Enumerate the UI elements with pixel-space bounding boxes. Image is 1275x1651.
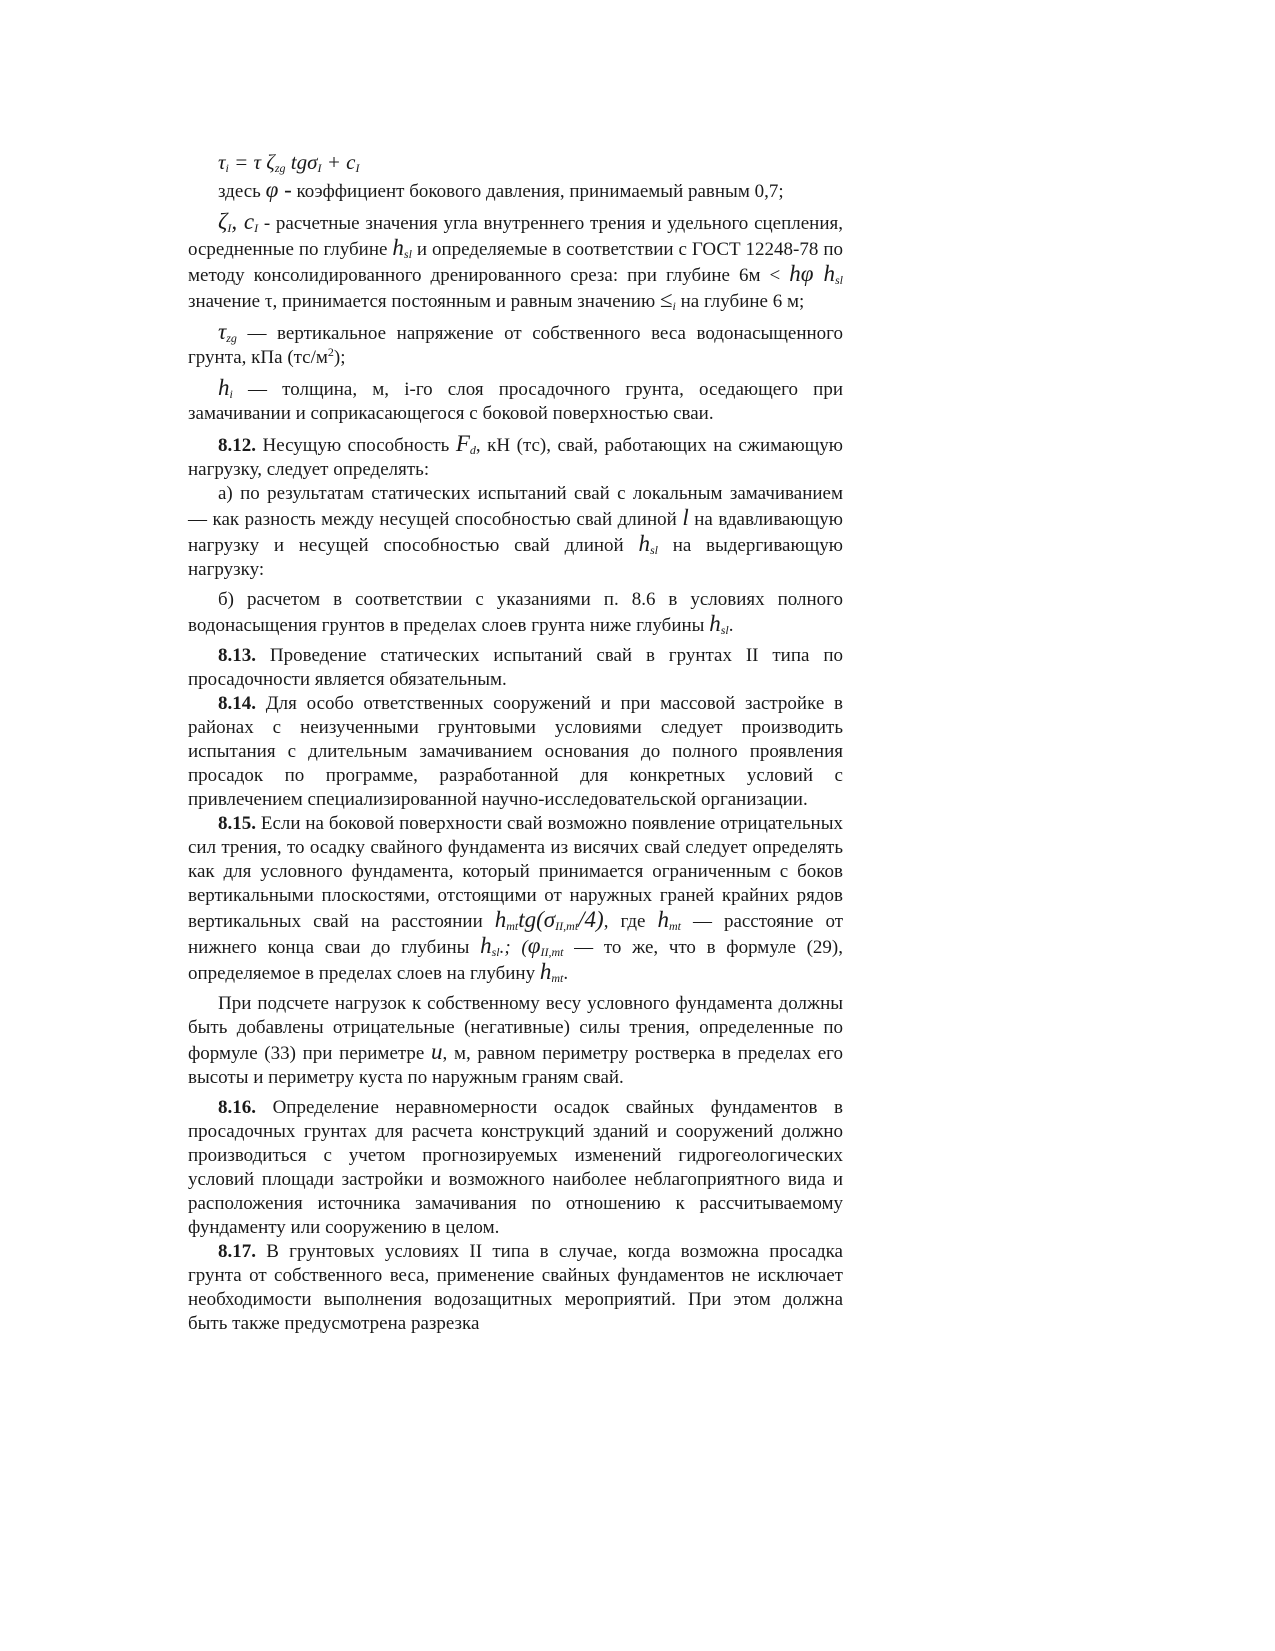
- p10-formula-tg-sub: II,mt: [555, 919, 579, 933]
- section-8-16: [188, 1096, 843, 1240]
- p6-text-c: на выдергивающую нагрузку:: [188, 535, 843, 580]
- p7-text-a: б) расчетом в соответствии с указаниями п. 8.6 в условиях полного водонасыщения грунтов в пределах слоев грунта ниже глубины: [188, 589, 843, 636]
- formula-tau: [188, 150, 843, 174]
- p2-symbol-zeta-sub: I: [227, 221, 232, 235]
- section-8-17: [188, 1240, 843, 1336]
- p2-symbol-c: c: [243, 209, 255, 234]
- p2-symbol-leq-sub: i: [672, 299, 676, 313]
- p6-text-b: на вдавливающую нагрузку и несущей способностью свай длиной: [188, 509, 843, 556]
- p2-text-a: - расчетные значения угла внутреннего трения и удельного сцепления, осредненные по глубине: [188, 213, 844, 260]
- p5-text-b: , кН (тс), свай, работающих на сжимающую нагрузку, следует определять:: [188, 435, 843, 480]
- p10-text-c: — расстояние от нижнего конца сваи до глубины: [188, 911, 843, 958]
- p5-text-a: Несущую способность: [256, 435, 456, 456]
- p6-symbol-l: l: [682, 505, 689, 530]
- section-8-14: [188, 692, 843, 812]
- p1-text-b: коэффициент бокового давления, принимаемый равным 0,7;: [291, 181, 784, 202]
- p1-symbol: φ -: [265, 177, 292, 202]
- p2-text-c: значение τ, принимается постоянным и равным значению: [188, 291, 660, 312]
- p3-sup: 2: [327, 345, 334, 359]
- paragraph-phi: [188, 178, 843, 204]
- paragraph-loads: [188, 992, 843, 1090]
- p6-symbol-h-sub: sl: [649, 543, 658, 557]
- p10-formula-h: h: [494, 907, 507, 932]
- p10-text-d: .; (: [499, 937, 528, 958]
- p10-formula-h-sub: mt: [506, 919, 519, 933]
- formula-lhs: τ: [218, 150, 226, 174]
- p10-text-a: Если на боковой поверхности свай возможно появление отрицательных сил трения, то осадку свайного фундамента из висячих свай следует определять как для условного фундамента, который принимается ограниченным с боков вертикальными плоскостями, отстоящими от наружных граней крайних рядов вертикальных свай на расстоянии: [188, 813, 843, 932]
- paragraph-tau-zg: [188, 320, 843, 370]
- section-number-8-17: 8.17.: [218, 1241, 256, 1262]
- p10-text-f: .: [563, 963, 569, 984]
- p10-h1-sub: mt: [668, 919, 681, 933]
- p10-text-b: , где: [603, 911, 658, 932]
- p10-phi: φ: [527, 933, 541, 958]
- p2-symbol-c-sub: I: [254, 221, 259, 235]
- p10-formula-tg: tg(σ: [518, 907, 556, 932]
- p3-text-b: );: [333, 347, 346, 368]
- p5-symbol-sub: d: [469, 443, 476, 457]
- p11-symbol-u: u: [431, 1039, 443, 1064]
- p3-symbol: τ: [218, 319, 227, 344]
- p5-symbol: F: [455, 431, 470, 456]
- section-8-15: [188, 812, 843, 986]
- p1-text-a: здесь: [218, 181, 266, 202]
- p9-text-a: Для особо ответственных сооружений и при массовой застройке в районах с неизученными грунтовыми условиями следует производить испытания с длительным замачиванием основания до полного проявления просадок по программе, разработанной для конкретных условий с привлечением специализированной научно-исследовательской организации.: [188, 693, 843, 810]
- p10-text-e: — то же, что в формуле (29), определяемое в пределах слоев на глубину: [188, 937, 843, 984]
- section-number-8-16: 8.16.: [218, 1097, 256, 1118]
- formula-rhs-b: tgσ: [285, 150, 318, 174]
- p11-text-a: При подсчете нагрузок к собственному весу условного фундамента должны быть добавлены отрицательные (негативные) силы трения, определенные по формуле (33) при периметре: [188, 993, 843, 1064]
- p4-symbol: h: [218, 375, 230, 400]
- p3-symbol-sub: zg: [226, 331, 237, 345]
- section-8-12: [188, 432, 843, 482]
- p7-text-b: .: [728, 615, 734, 636]
- section-8-13: [188, 644, 843, 692]
- p2-symbol-leq: ≤: [659, 287, 673, 312]
- p11-text-b: , м, равном периметру ростверка в пределах его высоты и периметру куста по наружным граням свай.: [188, 1043, 843, 1088]
- p10-formula-end: /4): [578, 907, 604, 932]
- p7-symbol-sub: sl: [720, 623, 729, 637]
- p2-symbol-zeta: ζ: [218, 209, 228, 234]
- paragraph-item-b: [188, 588, 843, 638]
- p4-text-a: — толщина, м, i-го слоя просадочного грунта, оседающего при замачивании и соприкасающегося с боковой поверхностью сваи.: [188, 379, 843, 424]
- p2-h1-sub: sl: [403, 247, 412, 261]
- p10-h2: h: [480, 933, 492, 958]
- p7-symbol: h: [709, 611, 721, 636]
- p2-sep: ,: [231, 209, 244, 234]
- p13-text-a: В грунтовых условиях II типа в случае, когда возможна просадка грунта от собственного веса, применение свайных фундаментов не исключает необходимости выполнения водозащитных мероприятий. При этом должна быть также предусмотрена разрезка: [188, 1241, 843, 1334]
- p10-h3-sub: mt: [551, 971, 564, 985]
- p10-h1: h: [657, 907, 669, 932]
- section-number-8-13: 8.13.: [218, 645, 256, 666]
- section-number-8-14: 8.14.: [218, 693, 256, 714]
- formula-rhs-c-sub: I: [355, 161, 360, 175]
- paragraph-zeta-c: [188, 210, 843, 314]
- formula-rhs-c: + c: [321, 150, 356, 174]
- p8-text-a: Проведение статических испытаний свай в грунтах II типа по просадочности является обязательным.: [188, 645, 843, 690]
- section-number-8-15: 8.15.: [218, 813, 256, 834]
- document-body: [188, 150, 843, 1336]
- section-number-8-12: 8.12.: [218, 435, 256, 456]
- p6-symbol-h: h: [638, 531, 650, 556]
- p2-h1: h: [392, 235, 404, 260]
- p2-h2-sub: sl: [834, 273, 843, 287]
- formula-rhs-a-sub: zg: [274, 161, 286, 175]
- p10-h2-sub: sl: [491, 945, 500, 959]
- p3-text-a: — вертикальное напряжение от собственного веса водонасыщенного грунта, кПа (тс/м: [188, 323, 843, 368]
- p12-text-a: Определение неравномерности осадок свайных фундаментов в просадочных грунтах для расчета конструкций зданий и сооружений должно производиться с учетом прогнозируемых изменений гидрогеологических условий площади застройки и возможного наиболее неблагоприятного вида и расположения источника замачивания по отношению к рассчитываемому фундаменту или сооружению в целом.: [188, 1097, 843, 1238]
- formula-lhs-sub: i: [225, 161, 229, 175]
- formula-rhs-b-sub: I: [317, 161, 322, 175]
- p10-h3: h: [539, 959, 552, 984]
- paragraph-h-i: [188, 376, 843, 426]
- p2-text-d: на глубине 6 м;: [675, 291, 805, 312]
- p6-text-a: а) по результатам статических испытаний свай с локальным замачиванием — как разность между несущей способностью свай длиной: [188, 483, 843, 530]
- p4-symbol-sub: i: [229, 387, 233, 401]
- formula-rhs-a: = τ ζ: [228, 150, 275, 174]
- p10-phi-sub: II,mt: [540, 945, 564, 959]
- paragraph-item-a: [188, 482, 843, 582]
- p2-text-b: и определяемые в соответствии с ГОСТ 12248-78 по методу консолидированного дренированного среза: при глубине 6м <: [188, 239, 843, 286]
- p2-h2: hφ h: [789, 261, 835, 286]
